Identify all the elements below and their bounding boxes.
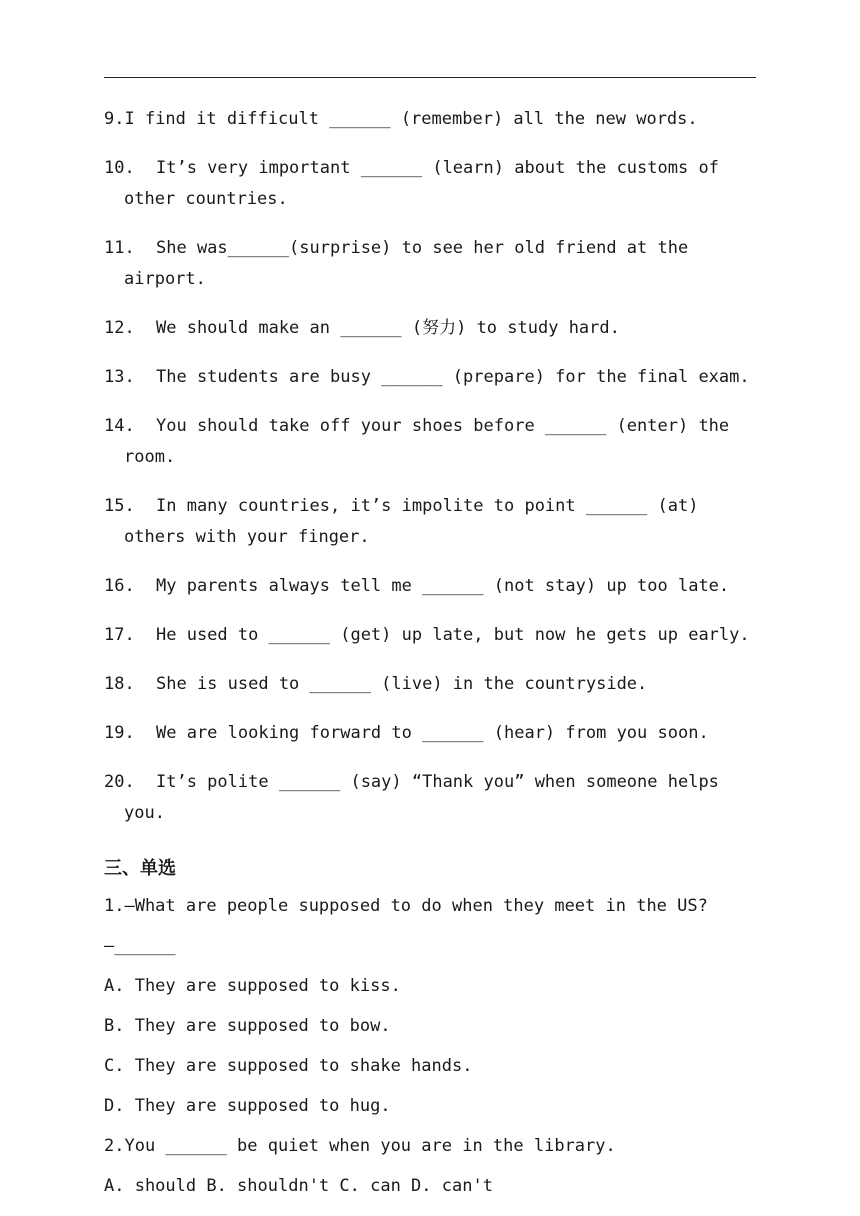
item-text: She was______(surprise) to see her old friend at the xyxy=(156,238,689,258)
blank-item-19 xyxy=(104,718,756,749)
content xyxy=(104,104,756,1211)
blank-item-9 xyxy=(104,104,756,135)
blank-item-20 xyxy=(104,767,756,829)
item-text: My parents always tell me ______ (not stay) up too late. xyxy=(156,576,730,596)
mc-option-b: B. They are supposed to bow. xyxy=(104,1016,391,1036)
item-continuation: you. xyxy=(124,803,165,823)
item-text: You should take off your shoes before ______ (enter) the xyxy=(156,416,730,436)
mc-option-d: D. They are supposed to hug. xyxy=(104,1096,391,1116)
item-number: 16. xyxy=(104,576,135,596)
item-text: The students are busy ______ (prepare) for the final exam. xyxy=(156,367,750,387)
item-number: 12. xyxy=(104,318,135,338)
item-number: 18. xyxy=(104,674,135,694)
blank-item-15 xyxy=(104,491,756,553)
item-continuation: other countries. xyxy=(124,189,288,209)
header-rule xyxy=(104,77,756,78)
item-number: 11. xyxy=(104,238,135,258)
item-text: It’s polite ______ (say) “Thank you” when someone helps xyxy=(156,772,719,792)
item-number: 9. xyxy=(104,109,125,129)
mc-question-2: 2.You ______ be quiet when you are in the library. xyxy=(104,1136,616,1156)
mc-options-2: A. should B. shouldn't C. can D. can't xyxy=(104,1176,493,1196)
item-number: 17. xyxy=(104,625,135,645)
blank-item-17 xyxy=(104,620,756,651)
blank-item-13 xyxy=(104,362,756,393)
mc-answer-blank-1: —______ xyxy=(104,936,176,956)
item-text: In many countries, it’s impolite to point ______ (at) xyxy=(156,496,699,516)
item-number: 19. xyxy=(104,723,135,743)
item-text: We are looking forward to ______ (hear) from you soon. xyxy=(156,723,709,743)
item-text: I find it difficult ______ (remember) all the new words. xyxy=(124,109,698,129)
mc-option-a: A. They are supposed to kiss. xyxy=(104,976,401,996)
item-number: 14. xyxy=(104,416,135,436)
item-continuation: others with your finger. xyxy=(124,527,370,547)
blank-item-16 xyxy=(104,571,756,602)
mc-question-1: 1.—What are people supposed to do when they meet in the US? xyxy=(104,896,708,916)
blank-item-18 xyxy=(104,669,756,700)
item-number: 10. xyxy=(104,158,135,178)
blank-item-10 xyxy=(104,153,756,215)
item-number: 13. xyxy=(104,367,135,387)
item-text: She is used to ______ (live) in the countryside. xyxy=(156,674,648,694)
item-text: It’s very important ______ (learn) about the customs of xyxy=(156,158,719,178)
section-title: 三、单选 xyxy=(104,858,176,879)
item-continuation: airport. xyxy=(124,269,206,289)
blank-item-14 xyxy=(104,411,756,473)
item-text: He used to ______ (get) up late, but now he gets up early. xyxy=(156,625,750,645)
item-text: We should make an ______ (努力) to study hard. xyxy=(156,318,620,338)
item-number: 15. xyxy=(104,496,135,516)
item-number: 20. xyxy=(104,772,135,792)
blank-item-12 xyxy=(104,313,756,344)
blank-item-11 xyxy=(104,233,756,295)
mc-option-c: C. They are supposed to shake hands. xyxy=(104,1056,473,1076)
item-continuation: room. xyxy=(124,447,176,467)
